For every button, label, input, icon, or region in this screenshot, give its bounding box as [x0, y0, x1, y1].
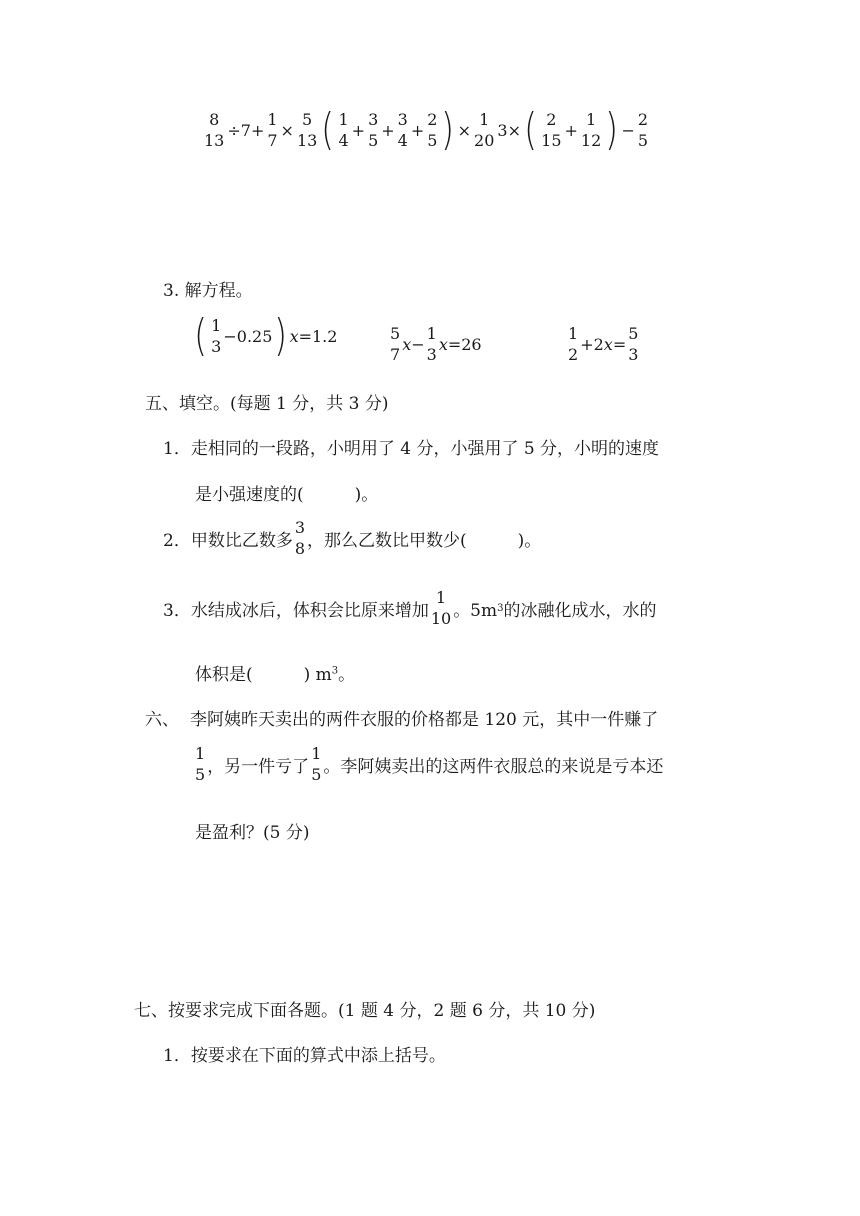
rhs: =26 [447, 335, 482, 354]
question-text: 2．甲数比乙数多 [163, 531, 293, 551]
question-text: 。李阿姨卖出的这两件衣服总的来说是亏本还 [323, 757, 664, 777]
superscript: 3 [497, 603, 504, 614]
question-line [163, 590, 657, 627]
variable: x [402, 335, 412, 354]
question-line: 是小强速度的( )。 [195, 485, 379, 505]
question-text: 。5m [453, 601, 498, 621]
equation-3 [566, 326, 640, 363]
operator: + [381, 121, 395, 140]
math-expression [202, 104, 650, 156]
question-text: ，那么乙数比甲数少( )。 [307, 531, 542, 551]
operator: × [457, 121, 472, 140]
question-text: 。 [338, 665, 356, 685]
fraction: 1 4 [338, 110, 349, 150]
operator: + [351, 121, 366, 140]
section-heading: 五、填空。(每题 1 分，共 3 分) [145, 394, 389, 414]
question-title: 3. 解方程。 [163, 281, 253, 301]
question-line [163, 520, 541, 557]
right-paren: ) [441, 104, 455, 156]
operator: −0.25 [223, 327, 273, 346]
section-heading: 六、 [145, 710, 179, 730]
operator: − [621, 121, 635, 140]
variable: x [603, 335, 613, 354]
equation-1 [192, 310, 338, 362]
question-line: 1．按要求在下面的算式中添上括号。 [163, 1046, 446, 1066]
fraction: 3 8 [294, 518, 306, 558]
question-text: 的冰融化成水，水的 [503, 601, 657, 621]
variable: x [438, 335, 448, 354]
operator: − [411, 335, 425, 354]
fraction: 5 7 [390, 324, 401, 364]
question-line: 李阿姨昨天卖出的两件衣服的价格都是 120 元，其中一件赚了 [190, 710, 659, 730]
right-paren: ) [274, 310, 288, 362]
operator: ÷7+ [227, 121, 265, 140]
fraction: 3 5 [368, 110, 379, 150]
fraction: 8 13 [204, 110, 225, 150]
fraction: 1 20 [474, 110, 495, 150]
operator: +2 [580, 335, 604, 354]
fraction: 5 13 [296, 110, 318, 150]
fraction: 2 5 [637, 110, 649, 150]
equation-2 [388, 326, 482, 363]
operator: × [280, 121, 294, 140]
fraction: 1 3 [211, 316, 222, 356]
operator: + [564, 121, 578, 140]
question-line: 是盈利？(5 分) [195, 823, 310, 843]
fraction: 1 10 [430, 588, 452, 628]
fraction: 1 12 [580, 110, 602, 150]
question-line [193, 746, 663, 783]
question-text: 3．水结成冰后，体积会比原来增加 [163, 601, 429, 621]
question-line: 1．走相同的一段路，小明用了 4 分，小强用了 5 分，小明的速度 [163, 439, 660, 459]
fraction: 1 5 [311, 744, 322, 784]
superscript: 3 [331, 665, 339, 677]
fraction: 2 5 [427, 110, 438, 150]
fraction: 3 4 [397, 110, 408, 150]
question-line [195, 660, 355, 685]
fraction: 2 15 [541, 110, 562, 150]
left-paren: ( [194, 310, 208, 362]
left-paren: ( [321, 104, 335, 156]
section-heading: 七、按要求完成下面各题。(1 题 4 分，2 题 6 分，共 10 分) [134, 1001, 596, 1021]
fraction: 1 3 [426, 324, 437, 364]
fraction: 1 7 [267, 110, 278, 150]
fraction: 1 2 [568, 324, 579, 364]
operator: = [612, 335, 627, 354]
right-paren: ) [605, 104, 619, 156]
fraction: 1 5 [195, 744, 206, 784]
operator: + [410, 121, 425, 140]
question-text: 体积是( ) m [195, 665, 332, 685]
variable: x [289, 327, 299, 346]
question-text: ，另一件亏了 [207, 757, 310, 777]
rhs: =1.2 [298, 327, 338, 346]
operator: 3× [497, 121, 521, 140]
left-paren: ( [524, 104, 538, 156]
fraction: 5 3 [628, 324, 639, 364]
